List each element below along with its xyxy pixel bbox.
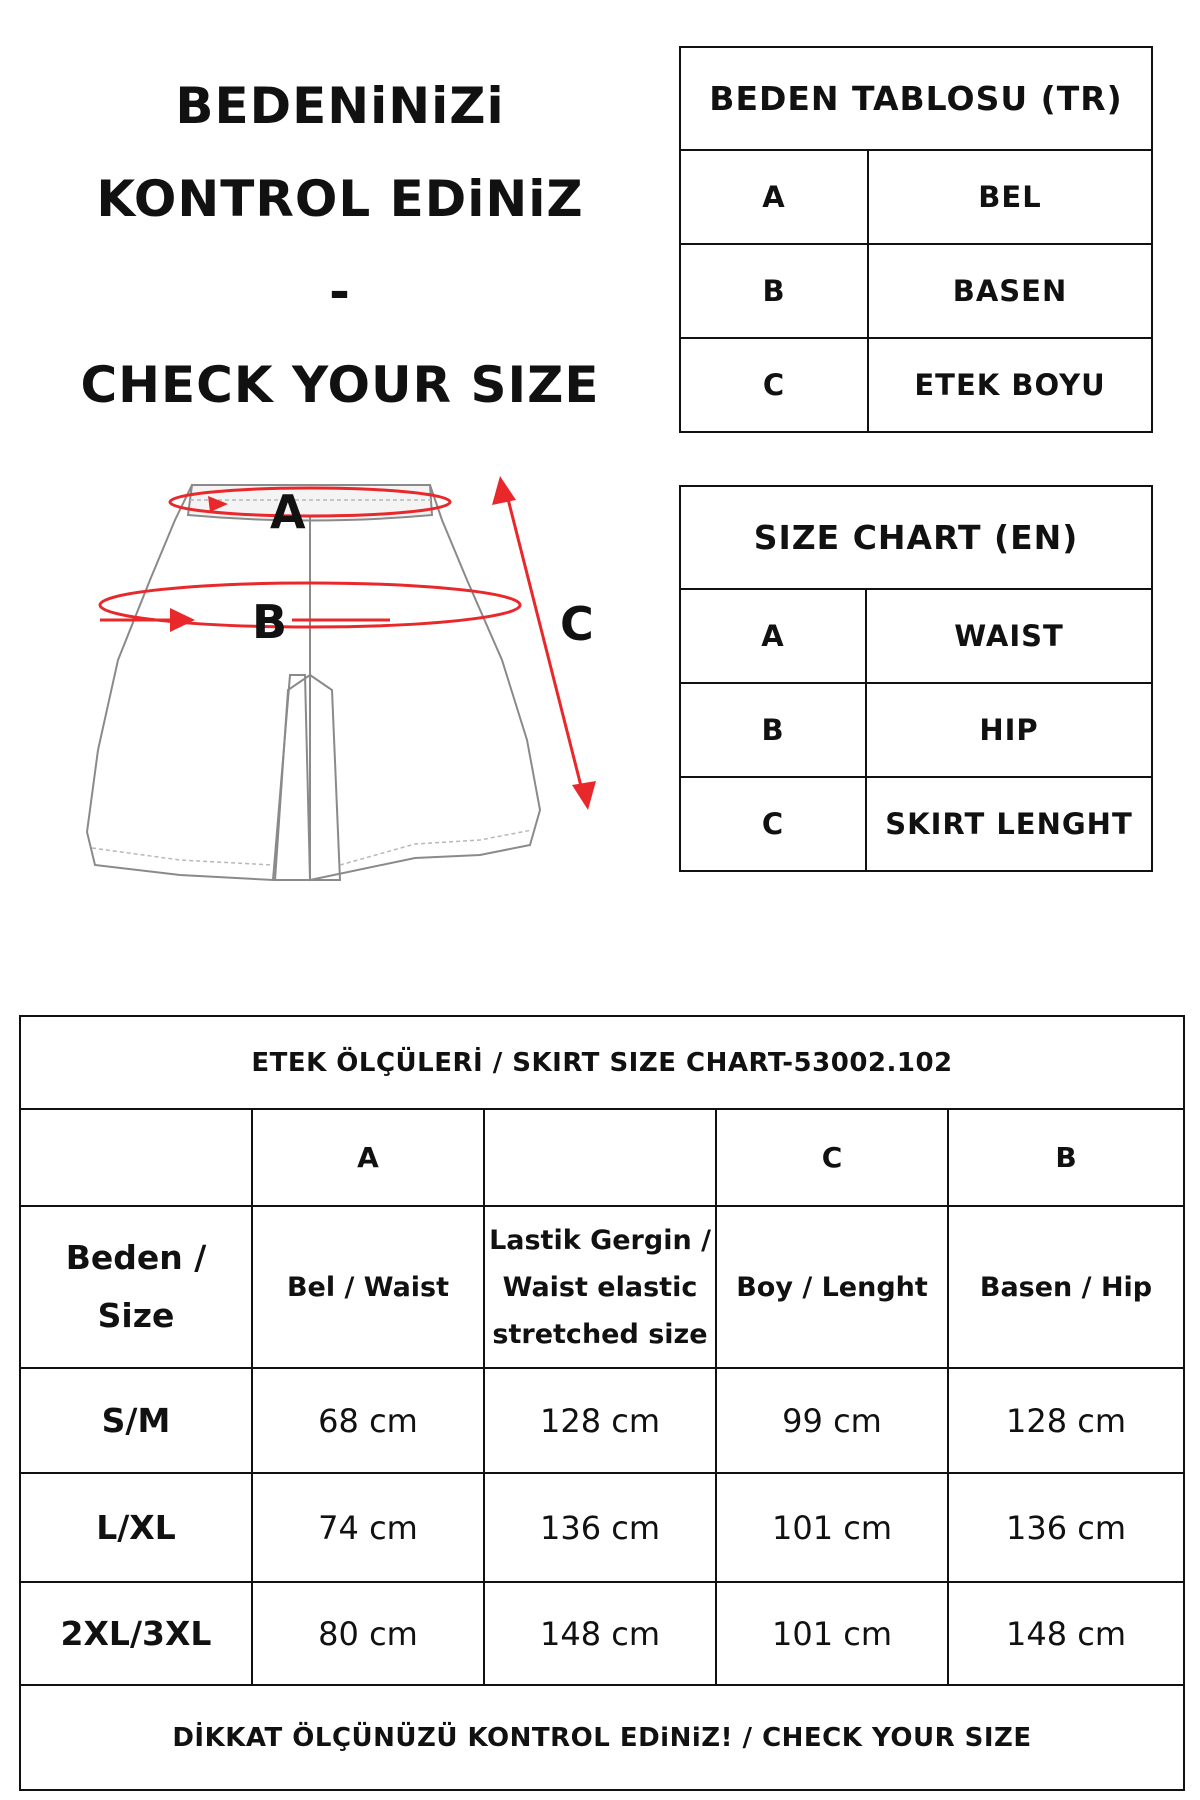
length-cell: 101 cm <box>716 1582 948 1685</box>
header-size-line: Beden / <box>65 1238 207 1277</box>
heading-line-4: CHECK YOUR SIZE <box>80 356 600 414</box>
ref-en-value: SKIRT LENGHT <box>866 777 1152 871</box>
header-elastic-line: Lastik Gergin / <box>489 1224 711 1256</box>
elastic-cell: 148 cm <box>484 1582 716 1685</box>
ref-en-key: A <box>680 589 866 683</box>
ref-en-value: HIP <box>866 683 1152 777</box>
header-size <box>20 1206 252 1368</box>
ref-table-tr <box>679 46 1153 433</box>
elastic-cell: 136 cm <box>484 1473 716 1582</box>
skirt-diagram <box>70 460 630 920</box>
ref-tr-value: BASEN <box>868 244 1152 338</box>
key-cell: B <box>948 1109 1184 1206</box>
hip-cell: 128 cm <box>948 1368 1184 1473</box>
size-chart-title: ETEK ÖLÇÜLERİ / SKIRT SIZE CHART-53002.102 <box>20 1016 1184 1109</box>
ref-tr-key: C <box>680 338 868 432</box>
header-elastic <box>484 1206 716 1368</box>
ref-tr-value: BEL <box>868 150 1152 244</box>
header-waist: Bel / Waist <box>252 1206 484 1368</box>
size-chart-footer: DİKKAT ÖLÇÜNÜZÜ KONTROL EDiNiZ! / CHECK YOUR SIZE <box>20 1685 1184 1790</box>
table-row <box>20 1368 1184 1473</box>
key-cell <box>484 1109 716 1206</box>
length-cell: 99 cm <box>716 1368 948 1473</box>
label-b: B <box>252 595 288 649</box>
table-row <box>20 1582 1184 1685</box>
waist-cell: 80 cm <box>252 1582 484 1685</box>
size-cell: 2XL/3XL <box>20 1582 252 1685</box>
ref-tr-key: B <box>680 244 868 338</box>
ref-en-key: B <box>680 683 866 777</box>
label-c: C <box>560 597 594 651</box>
key-cell: C <box>716 1109 948 1206</box>
skirt-outline <box>87 485 540 880</box>
key-cell <box>20 1109 252 1206</box>
ref-tr-key: A <box>680 150 868 244</box>
waist-cell: 68 cm <box>252 1368 484 1473</box>
header-hip: Basen / Hip <box>948 1206 1184 1368</box>
hip-cell: 148 cm <box>948 1582 1184 1685</box>
length-arrow-up-icon <box>492 476 516 505</box>
ref-en-value: WAIST <box>866 589 1152 683</box>
ref-en-title: SIZE CHART (EN) <box>680 486 1152 589</box>
key-cell: A <box>252 1109 484 1206</box>
ref-tr-title: BEDEN TABLOSU (TR) <box>680 47 1152 150</box>
heading-line-2: KONTROL EDiNiZ <box>96 170 584 228</box>
header-elastic-line: stretched size <box>492 1318 708 1350</box>
hip-cell: 136 cm <box>948 1473 1184 1582</box>
label-a: A <box>270 485 306 539</box>
size-chart-table <box>19 1015 1185 1791</box>
ref-en-key: C <box>680 777 866 871</box>
header-length: Boy / Lenght <box>716 1206 948 1368</box>
heading-line-3: - <box>329 263 351 321</box>
elastic-cell: 128 cm <box>484 1368 716 1473</box>
length-cell: 101 cm <box>716 1473 948 1582</box>
waist-cell: 74 cm <box>252 1473 484 1582</box>
page-heading <box>40 60 640 432</box>
heading-line-1: BEDENiNiZi <box>175 77 505 135</box>
header-elastic-line: Waist elastic <box>502 1271 698 1303</box>
ref-table-en <box>679 485 1153 872</box>
header-size-line: Size <box>97 1296 175 1335</box>
table-row <box>20 1473 1184 1582</box>
size-cell: L/XL <box>20 1473 252 1582</box>
length-arrow-down-icon <box>572 781 596 810</box>
ref-tr-value: ETEK BOYU <box>868 338 1152 432</box>
size-cell: S/M <box>20 1368 252 1473</box>
